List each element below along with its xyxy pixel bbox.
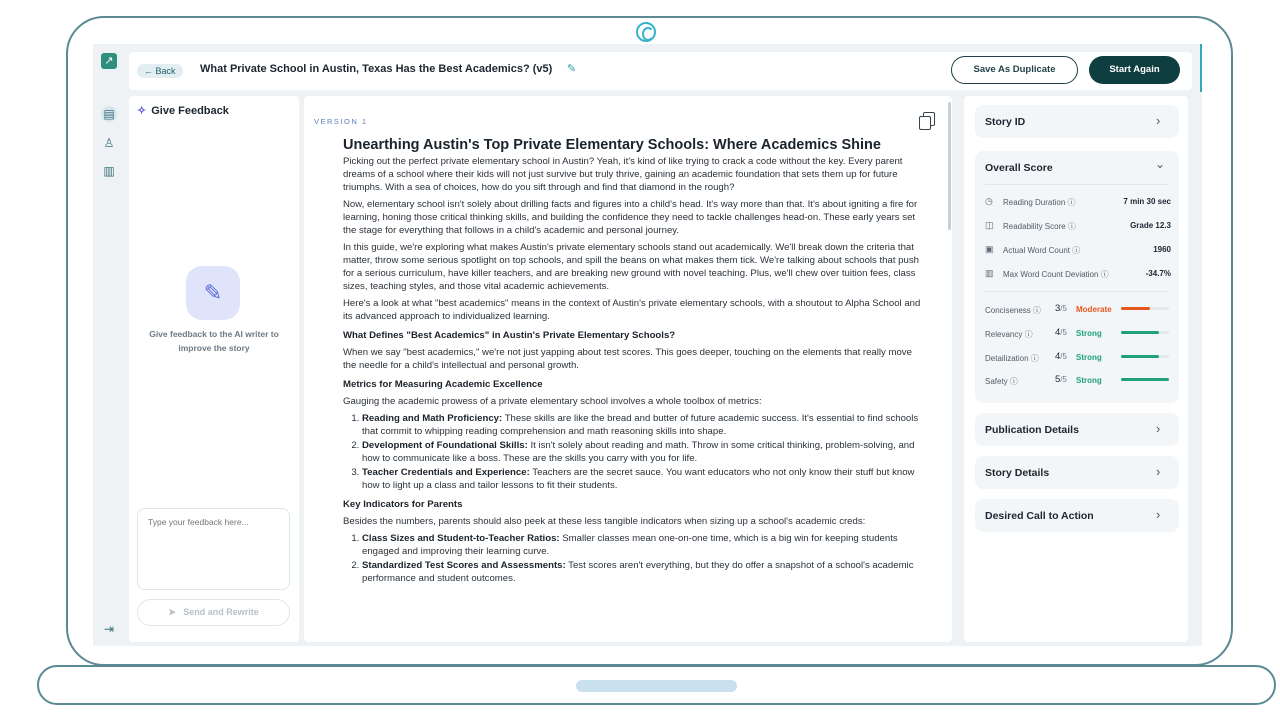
edit-title-icon[interactable]: ✎ — [567, 63, 577, 75]
rating-detailization — [985, 351, 1171, 365]
rating-score: 3/5 — [1055, 303, 1067, 314]
story-content-panel — [304, 96, 952, 642]
rating-bar-fill — [1121, 331, 1159, 334]
story-info-panel — [964, 96, 1188, 642]
rating-bar — [1121, 355, 1169, 358]
list-item-term: Reading and Math Proficiency: — [362, 413, 503, 424]
list-item — [362, 532, 923, 558]
send-label: Send and Rewrite — [183, 607, 259, 617]
section-heading: Metrics for Measuring Academic Excellence — [343, 379, 543, 390]
rating-bar-fill — [1121, 355, 1159, 358]
list-item-text: Smaller classes mean one-on-one time, which is a big win for keeping students engaged and improving their learning curve. — [362, 533, 898, 557]
document-icon[interactable]: ▤ — [101, 106, 117, 122]
send-icon: ➤ — [168, 607, 176, 617]
list-item-term: Class Sizes and Student-to-Teacher Ratios: — [362, 533, 560, 544]
user-icon[interactable]: ♙ — [103, 136, 115, 150]
list-item-term: Teacher Credentials and Experience: — [362, 467, 530, 478]
paragraph: When we say "best academics," we're not just yapping about test scores. This goes deeper, touching on the elements that really move the needle for a child's intellectual and personal growth. — [343, 347, 912, 371]
rating-bar — [1121, 307, 1169, 310]
app-screen — [93, 44, 1202, 646]
feedback-panel — [129, 96, 299, 642]
left-rail — [93, 44, 127, 646]
rating-bar — [1121, 378, 1169, 381]
divider — [985, 291, 1169, 292]
list-item — [362, 412, 923, 438]
clock-icon: ◷ — [985, 196, 993, 206]
story-id-card[interactable] — [975, 105, 1179, 138]
trackpad — [576, 680, 737, 692]
rating-label: Conciseness ⓘ — [985, 306, 1042, 315]
rating-word: Strong — [1076, 329, 1102, 338]
list-item-text: These skills are like the bread and butter of future academic success. It's essential to find schools that commit to whipping reading comprehension and math reasoning skills into shape. — [362, 413, 919, 437]
list-item-term: Standardized Test Scores and Assessments: — [362, 560, 566, 571]
rating-label: Relevancy ⓘ — [985, 330, 1033, 339]
paragraph: Here's a look at what "best academics" means in the context of Austin's private elementary schools, with a shoutout to Alpha School and its advanced approach to individualized learning. — [343, 298, 921, 322]
desired-call-to-action-card[interactable] — [975, 499, 1179, 532]
copy-icon[interactable] — [923, 112, 935, 126]
metric-value: 1960 — [1153, 245, 1171, 254]
library-icon[interactable]: ▥ — [103, 164, 115, 178]
metric-label: Actual Word Count ⓘ — [1003, 246, 1081, 255]
feedback-input[interactable] — [137, 508, 290, 590]
rating-word: Strong — [1076, 353, 1102, 362]
rating-score: 4/5 — [1055, 327, 1067, 338]
overall-score-card — [975, 151, 1179, 403]
rating-bar-fill — [1121, 378, 1169, 381]
article-heading: Unearthing Austin's Top Private Elementary Schools: Where Academics Shine — [343, 137, 881, 153]
story-id-label: Story ID — [985, 116, 1026, 128]
version-label: VERSION 1 — [314, 117, 368, 126]
publication-details-label: Publication Details — [985, 424, 1079, 436]
start-again-button[interactable]: Start Again — [1089, 56, 1180, 84]
metric-label: Reading Duration ⓘ — [1003, 198, 1076, 207]
feedback-title — [137, 104, 229, 117]
rating-label: Safety ⓘ — [985, 377, 1018, 386]
paragraph: Gauging the academic prowess of a private elementary school involves a whole toolbox of metrics: — [343, 396, 762, 407]
list-item-text: Teachers are the secret sauce. You want educators who not only know their stuff but know how to light up a class and tailor lessons to fit their students. — [362, 467, 915, 491]
list-item-term: Development of Foundational Skills: — [362, 440, 528, 451]
chevron-right-icon: › — [1156, 113, 1161, 128]
section-heading: Key Indicators for Parents — [343, 499, 463, 510]
feedback-title-text: Give Feedback — [151, 105, 229, 117]
story-details-card[interactable] — [975, 456, 1179, 489]
metric-label: Readability Score ⓘ — [1003, 222, 1076, 231]
chevron-right-icon: › — [1156, 421, 1161, 436]
word-count-icon: ▣ — [985, 244, 994, 254]
page-title: What Private School in Austin, Texas Has the Best Academics? (v5) — [200, 63, 553, 75]
indicators-list — [343, 532, 923, 585]
paragraph: In this guide, we're exploring what makes Austin's private elementary schools stand out academically. We'll break down the criteria that matter, throw some serious spotlight on top schools, and spill the beans on what makes them tick. We're talking about schools that push for a serious curriculum, have killer teachers, and are breaking new ground with novel teaching. Plus, we'll chew over tuition fees, class sizes, teaching styles, and those vital academic achievements. — [343, 242, 919, 292]
feedback-hint: Give feedback to the AI writer to improve the story — [149, 329, 279, 353]
rating-label: Detailization ⓘ — [985, 354, 1039, 363]
metric-reading-duration — [985, 196, 1171, 210]
metric-value: 7 min 30 sec — [1123, 197, 1171, 206]
camera-logo-icon — [636, 22, 656, 42]
paragraph: Besides the numbers, parents should also peek at these less tangible indicators when sizing up a school's academic creds: — [343, 516, 866, 527]
story-details-label: Story Details — [985, 467, 1050, 479]
list-item — [362, 439, 923, 465]
chevron-down-icon[interactable]: ⌄ — [1155, 157, 1166, 171]
rating-bar-fill — [1121, 307, 1150, 310]
metrics-list — [343, 412, 923, 492]
desired-cta-label: Desired Call to Action — [985, 510, 1094, 522]
chevron-right-icon: › — [1156, 464, 1161, 479]
rating-safety — [985, 374, 1171, 388]
paragraph: Picking out the perfect private elementary school in Austin? Yeah, it's kind of like trying to crack a code without the key. Every parent dreams of a school where their kids will not just survive but truly thrive, gaining an academic foundation that sets them up for future triumphs. With a sea of choices, how do you sift through and find that diamond in the rough? — [343, 156, 903, 193]
rating-word: Moderate — [1076, 305, 1112, 314]
app-logo-icon[interactable]: ↗ — [101, 53, 117, 69]
list-item — [362, 466, 923, 492]
metric-value: Grade 12.3 — [1130, 221, 1171, 230]
section-heading: What Defines "Best Academics" in Austin's Private Elementary Schools? — [343, 330, 676, 341]
top-header — [129, 52, 1192, 90]
magic-wand-icon: ✧ — [137, 105, 147, 117]
rating-conciseness — [985, 303, 1171, 317]
rating-score: 4/5 — [1055, 351, 1067, 362]
divider — [985, 184, 1169, 185]
rating-relevancy — [985, 327, 1171, 341]
screen-edge — [1200, 44, 1202, 92]
metric-word-count — [985, 244, 1171, 258]
list-item-text: Test scores aren't everything, but they do offer a snapshot of a school's academic performance and student outcomes. — [362, 560, 914, 584]
list-item-text: It isn't solely about reading and math. Throw in some critical thinking, problem-solving, and how to communicate like a boss. These are the skills you carry with you for life. — [362, 440, 915, 464]
send-and-rewrite-button[interactable] — [137, 599, 290, 626]
metric-max-word-count-deviation — [985, 268, 1171, 282]
rating-word: Strong — [1076, 376, 1102, 385]
overall-score-label: Overall Score — [985, 162, 1053, 174]
content-scrollbar[interactable] — [948, 102, 951, 230]
metric-readability-score — [985, 220, 1171, 234]
book-icon: ◫ — [985, 220, 994, 230]
pencil-sparkle-icon: ✎ — [186, 266, 240, 320]
rating-bar — [1121, 331, 1169, 334]
publication-details-card[interactable] — [975, 413, 1179, 446]
paragraph: Now, elementary school isn't solely about drilling facts and figures into a child's head. It's way more than that. It's about igniting a fire for learning, honing those critical thinking skills, and building the confidence they need to tackle challenges head-on. These early years set the stage for everything that follows in a child's academic and personal journey. — [343, 199, 918, 236]
logout-icon[interactable]: ⇥ — [103, 622, 115, 636]
list-item — [362, 559, 923, 585]
back-button[interactable]: ← Back — [137, 64, 183, 78]
article-body — [343, 135, 923, 589]
metric-label: Max Word Count Deviation ⓘ — [1003, 270, 1109, 279]
chevron-right-icon: › — [1156, 507, 1161, 522]
bar-chart-icon: ▥ — [985, 268, 994, 278]
metric-value: -34.7% — [1145, 269, 1171, 278]
rating-score: 5/5 — [1055, 374, 1067, 385]
save-as-duplicate-button[interactable]: Save As Duplicate — [951, 56, 1078, 84]
